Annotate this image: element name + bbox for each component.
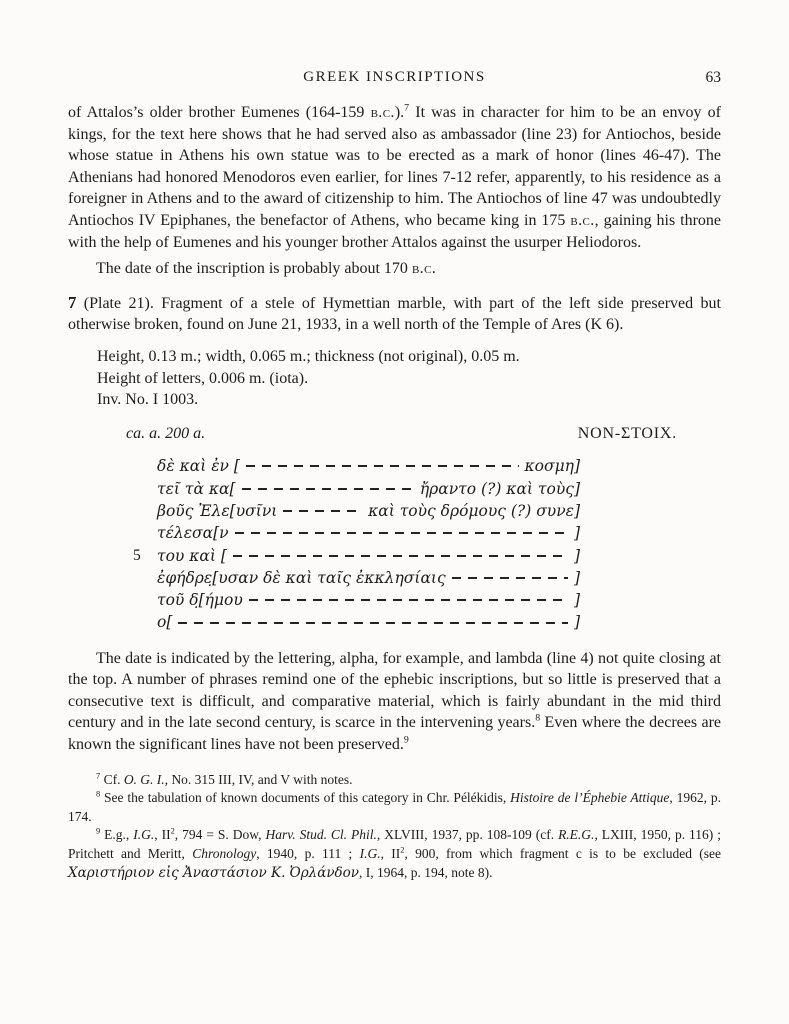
text-segment: b.c. [370, 104, 395, 121]
text-segment: , gaining his throne with the help of Eumenes and his younger brother Attalos against the usurper Heliodoros. [68, 211, 722, 251]
text-segment: of Attalos’s older brother Eumenes (164-159 [68, 104, 371, 121]
text-segment: Chronology [192, 846, 257, 862]
footnotes-block [68, 771, 721, 883]
text-segment: , I, 1964, p. 194, note 8). [359, 864, 493, 880]
inscription-line [157, 500, 580, 522]
text-segment: 7 [96, 771, 101, 781]
inscription-line [133, 545, 580, 567]
text-segment: O. G. I. [123, 771, 165, 787]
inscription-line-pre: τεῖ τὰ κα[ [157, 479, 236, 498]
measurements-block [97, 346, 721, 411]
date-and-layout-row [68, 423, 721, 445]
lacuna-dashes [178, 622, 568, 624]
text-segment: , 1962, p. 174. [68, 790, 721, 824]
inscription-line-post: ] [573, 591, 580, 610]
text-segment: 8 [535, 713, 541, 725]
lacuna-dashes [249, 599, 568, 601]
inscription-line [157, 589, 580, 611]
text-segment: The date is indicated by the lettering, alpha, for example, and lambda (line 4) not quite closing at the top. A number of phrases remind one of the ephebic inscriptions, but so little is preserved that a consecutive text is difficult, and comparative material, which is fairly abundant in the mid third century and in the late second century, is scarce in the intervening years. [68, 649, 721, 732]
footnote-8 [68, 789, 721, 826]
text-segment: Harv. Stud. Cl. Phil. [265, 827, 377, 843]
text-segment: (Plate 21). Fragment of a stele of Hymettian marble, with part of the left side preserved but otherwise broken, found on June 21, 1933, in a well north of the Temple of Ares (K 6). [68, 294, 721, 334]
lacuna-dashes [283, 510, 362, 512]
footnote-9 [68, 826, 721, 882]
inscription-line [157, 478, 580, 500]
text-segment: 7 [404, 102, 410, 114]
date-formula: ca. a. 200 a. [126, 424, 206, 442]
lacuna-dashes [242, 488, 414, 490]
text-segment: Histoire de l’Éphebie Attique [510, 790, 670, 806]
inscription-line [157, 567, 580, 589]
inscription-line-post: κοσμη] [524, 457, 580, 476]
inscription-line-pre: τέλεσα[ν [157, 524, 229, 543]
line-number: 5 [133, 546, 141, 564]
text-segment: Χαριστήριον εἰς Ἀναστάσιον Κ. Ὀρλάνδον [68, 864, 359, 881]
text-segment: I.G. [359, 846, 381, 862]
text-segment: It was in character for him to be an envoy of kings, for the text here shows that he had served also as ambassador (line 23) for Antiochos, beside whose statue in Athens his own statue was to be erected as a mark of honor (lines 46-47). The Athenians had honored Menodoros even earlier, for lines 7-12 refer, apparently, to his residence as a foreigner in Athens and to the award of citizenship to him. The Antiochos of line 47 was undoubtedly Antiochos IV Epiphanes, the benefactor of Athens, who became king in 175 [68, 104, 721, 229]
text-segment: , II [154, 827, 171, 843]
text-segment: ). [394, 104, 405, 121]
text-segment: The date of the inscription is probably about 170 [96, 260, 412, 278]
inscription-line-post: ] [573, 568, 580, 587]
text-segment: Cf. [100, 771, 124, 787]
paragraph-commentary [68, 648, 721, 756]
text-segment: , II [380, 846, 401, 862]
text-segment: R.E.G. [558, 827, 595, 843]
inscription-line-post: ] [573, 546, 580, 565]
inscription-line-pre: τοῦ δ̣[ήμου [157, 591, 243, 610]
inventory-number-line: Inv. No. I 1003. [97, 391, 199, 409]
non-stoichedon-label: NON-ΣΤΟΙΧ. [577, 424, 677, 442]
lacuna-dashes [235, 532, 568, 534]
measurement-line: Height, 0.13 m.; width, 0.065 m.; thickness (not original), 0.05 m. [97, 347, 520, 365]
text-segment: I.G. [133, 827, 155, 843]
text-segment: , LXIII, 1950, p. 116) ; Pritchett and Meritt, [68, 827, 722, 862]
text-segment: , 900, from which fragment c is to be excluded (see [404, 846, 722, 862]
inscription-line-post: καὶ τοὺς δρόμους (?) συνε] [368, 501, 580, 520]
text-segment: 2 [400, 845, 405, 855]
text-segment: , 1940, p. 111 ; [256, 846, 360, 862]
text-segment: 7 [68, 292, 77, 312]
inscription-line-pre: δὲ καὶ ἐν [ [157, 457, 240, 476]
text-segment: 9 [96, 826, 101, 836]
inscription-line [157, 455, 580, 477]
lacuna-dashes [246, 465, 519, 467]
catalogue-entry-heading [68, 292, 721, 336]
inscription-line-pre: βοῦς Ἐλε[υσῖνι [157, 501, 278, 520]
text-segment: , No. 315 III, IV, and V with notes. [164, 771, 353, 787]
inscription-line-post: ] [573, 524, 580, 543]
text-segment: Even where the decrees are known the significant lines have not been preserved. [68, 714, 722, 754]
inscription-line-pre: του καὶ [ [157, 546, 227, 565]
text-segment: b.c. [570, 211, 595, 229]
paragraph-intro [68, 102, 721, 253]
text-segment: b.c. [411, 260, 437, 278]
paragraph-date-estimate [68, 258, 721, 280]
inscription-line-pre: ο[ [157, 613, 173, 632]
inscription-line-post: ] [573, 613, 580, 632]
lacuna-dashes [233, 555, 568, 557]
inscription-text-block [133, 455, 580, 633]
running-head [68, 69, 721, 86]
running-head-title: GREEK INSCRIPTIONS [303, 69, 486, 85]
text-segment: , 794 = S. Dow, [174, 827, 266, 843]
inscription-line-pre: ἐφήδρε̣[υσαν δὲ καὶ ταῖς ἐκκλησίαις [157, 568, 446, 587]
text-segment: 9 [403, 734, 409, 746]
text-segment: See the tabulation of known documents of this category in Chr. Pélékidis, [100, 790, 511, 806]
footnote-7 [68, 771, 721, 790]
measurement-line: Height of letters, 0.006 m. (iota). [97, 369, 309, 387]
inscription-line [157, 611, 580, 633]
lacuna-dashes [452, 577, 568, 579]
page-number: 63 [705, 69, 721, 86]
text-segment: , XLVIII, 1937, pp. 108-109 (cf. [376, 827, 559, 843]
text-segment: E.g., [100, 827, 134, 843]
text-segment: 2 [170, 826, 175, 836]
inscription-line [157, 522, 580, 544]
inscription-line-post: ἤραντο (?) καὶ τοὺς] [419, 479, 580, 498]
text-segment: 8 [96, 789, 101, 799]
